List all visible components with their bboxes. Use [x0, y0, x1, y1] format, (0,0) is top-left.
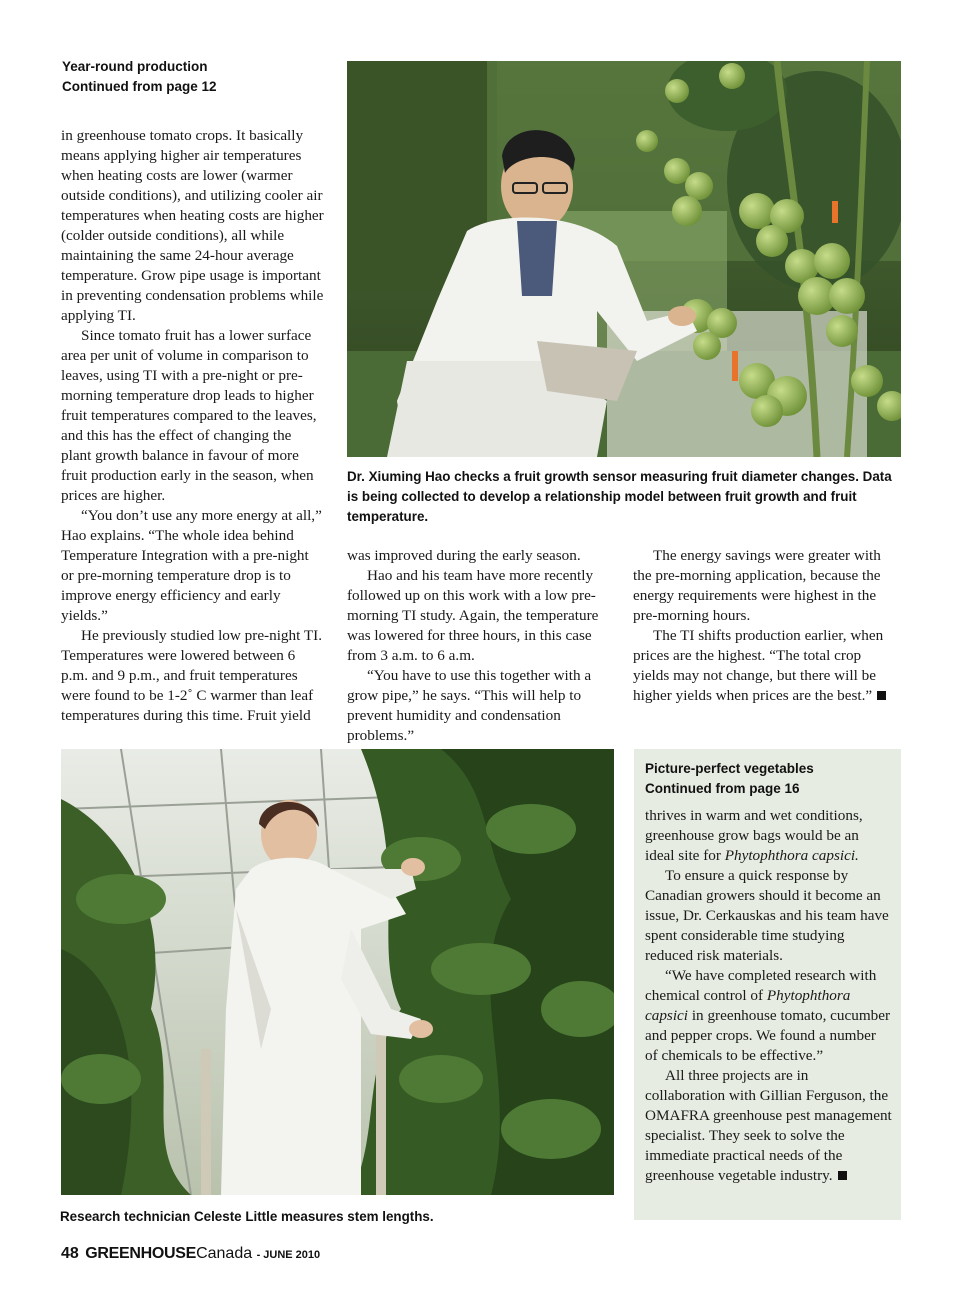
paragraph-text: thrives in warm and wet conditions, greenhouse grow bags would be an ideal site for: [645, 807, 863, 864]
sidebar-kicker-continued: Continued from page 16: [645, 781, 800, 796]
sidebar-kicker: [645, 759, 814, 799]
paragraph-text: “We have completed research with chemical control of: [645, 967, 877, 1004]
magazine-name-bold: GREENHOUSE: [85, 1245, 197, 1262]
paragraph-text: in greenhouse tomato, cucumber and pepper crops. We found a number of chemicals to be effective.”: [645, 1007, 891, 1064]
sidebar-box: [634, 749, 901, 1220]
end-of-story-mark: [838, 1171, 847, 1180]
paragraph: was improved during the early season.: [347, 547, 581, 564]
paragraph-text: The TI shifts production earlier, when prices are the highest. “The total crop yields may not change, but there will be higher yields when prices are the best.”: [633, 627, 884, 704]
page-footer: [61, 1245, 320, 1263]
photo-technician-stems: [61, 749, 614, 1195]
kicker-title: Year-round production: [62, 59, 208, 74]
paragraph: [645, 1066, 892, 1186]
paragraph: [645, 966, 892, 1066]
sidebar-text: [645, 806, 892, 1186]
continued-kicker: [62, 57, 217, 97]
species-name: Phytophthora capsici: [645, 987, 851, 1024]
magazine-name-light: Canada: [196, 1245, 253, 1262]
paragraph-text: All three projects are in collaboration with Gillian Ferguson, the OMAFRA greenhouse pest management specialist. They seek to solve the immediate practical needs of the greenhouse vegetable industry.: [645, 1067, 892, 1184]
paragraph: [645, 806, 892, 866]
photo-caption-bottom: Research technician Celeste Little measures stem lengths.: [60, 1209, 434, 1224]
issue-date: - JUNE 2010: [256, 1249, 321, 1261]
paragraph: Hao and his team have more recently followed up on this work with a low pre-morning TI study. Again, the temperature was lowered for three hours, in this case from 3 a.m. to 6 a.m.: [347, 567, 599, 664]
paragraph: To ensure a quick response by Canadian growers should it become an issue, Dr. Cerkauskas and his team have spent considerable time studying reduced risk materials.: [645, 867, 889, 964]
sidebar-kicker-title: Picture-perfect vegetables: [645, 761, 814, 776]
kicker-continued: Continued from page 12: [62, 79, 217, 94]
paragraph: in greenhouse tomato crops. It basically means applying higher air temperatures when heating costs are lower (warmer outside conditions), and utilizing cooler air temperatures when heating costs are higher (colder outside conditions), all while maintaining the same 24-hour average temperature. Grow pipe usage is important in preventing condensation problems while applying TI.: [61, 127, 324, 324]
paragraph: [633, 626, 899, 706]
paragraph: Since tomato fruit has a lower surface area per unit of volume in comparison to leaves, using TI with a pre-night or pre-morning temperature drop leads to higher fruit temperatures compared to the leaves, and this has the effect of changing the plant growth balance in favour of more fruit production early in the season, when prices are higher.: [61, 327, 317, 504]
species-name: Phytophthora capsici.: [724, 847, 859, 864]
article-column-1: [61, 126, 325, 726]
paragraph: He previously studied low pre-night TI. Temperatures were lowered between 6 p.m. and 9 p.m., and fruit temperatures were found to be 1-2˚ C warmer than leaf temperatures during this time. Fruit yield: [61, 627, 322, 724]
greenhouse-photo-illustration: [61, 749, 614, 1195]
photo-researcher-tomatoes: [347, 61, 901, 457]
paragraph: The energy savings were greater with the pre-morning application, because the energy requirements were highest in the pre-morning hours.: [633, 547, 881, 624]
paragraph: “You have to use this together with a grow pipe,” he says. “This will help to prevent humidity and condensation problems.”: [347, 667, 592, 744]
greenhouse-photo-illustration: [347, 61, 901, 457]
end-of-story-mark: [877, 691, 886, 700]
page-number: 48: [61, 1245, 79, 1262]
paragraph: “You don’t use any more energy at all,” Hao explains. “The whole idea behind Temperature Integration with a pre-night or pre-morning temperature drop is to improve energy efficiency and early yields.”: [61, 507, 322, 624]
article-column-3: [633, 546, 899, 706]
photo-caption-top: Dr. Xiuming Hao checks a fruit growth sensor measuring fruit diameter changes. Data is being collected to develop a relationship model between fruit growth and fruit temperature.: [347, 469, 892, 524]
article-column-2: [347, 546, 613, 746]
